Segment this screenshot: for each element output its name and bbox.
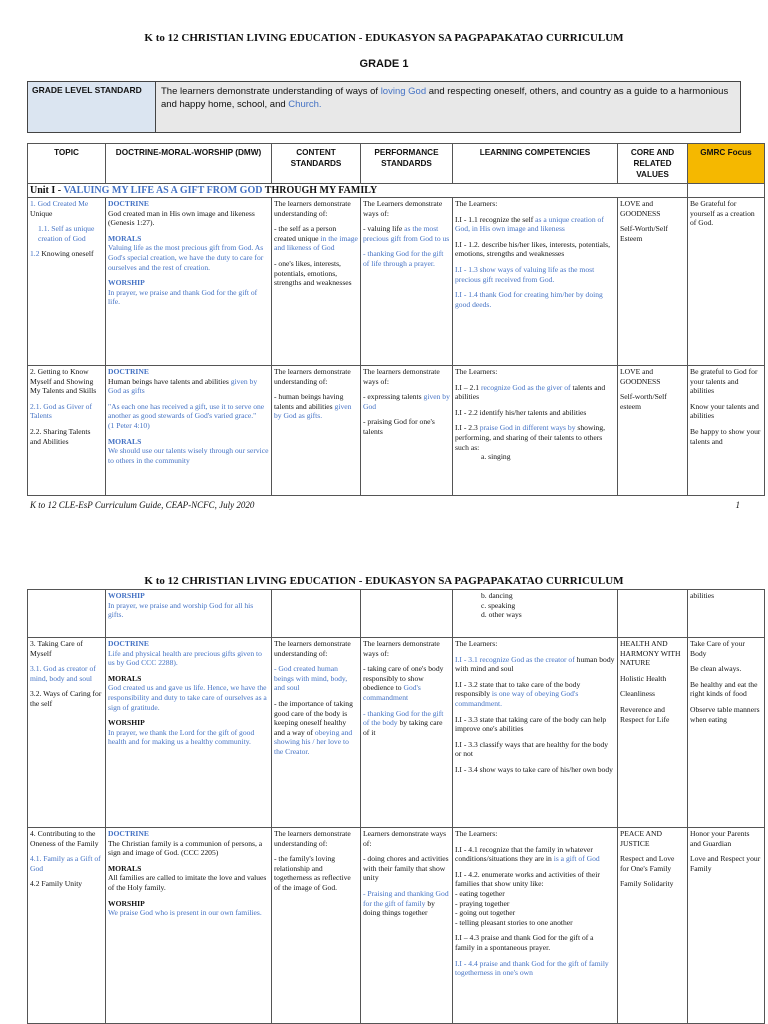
core-values-cell (618, 590, 688, 638)
curriculum-table-page2 (27, 589, 765, 1024)
page-number: 1 (735, 500, 740, 510)
dmw-cell: WORSHIP In prayer, we praise and worship God for all his gifts. (106, 590, 272, 638)
learning-competencies-cell: b. dancing c. speaking d. other ways (453, 590, 618, 638)
dmw-cell: DOCTRINE Life and physical health are precious gifts given to us by God CCC 2288). MORALS God created us and gave us life. Hence, we have the responsibility and duty to take care of ourselves as a sign of gratitude. WORSHIP In prayer, we thank the Lord for the gift of good health and for making us a healthy community. (106, 638, 272, 828)
header-gmrc-focus: GMRC Focus (688, 144, 765, 184)
document-title: K to 12 CHRISTIAN LIVING EDUCATION - EDUKASYON SA PAGPAPAKATAO CURRICULUM (144, 32, 624, 44)
gmrc-focus-cell: Honor your Parents and Guardian Love and Respect your Family (688, 828, 765, 1024)
table-row (28, 590, 765, 638)
table-row (28, 366, 765, 496)
topic-cell: 4. Contributing to the Oneness of the Family 4.1. Family as a Gift of God 4.2 Family Unity (28, 828, 106, 1024)
performance-standards-cell: Learners demonstrate ways of: - doing chores and activities with their family that show unity - Praising and thanking God for the gift of family by doing things together (361, 828, 453, 1024)
core-values-cell: LOVE and GOODNESS Self-worth/Self esteem (618, 366, 688, 496)
content-standards-cell: The learners demonstrate understanding of: - the family's loving relationship and togetherness as reflective of the image of God. (272, 828, 361, 1024)
grade-level-standard-box (27, 81, 741, 133)
learning-competencies-cell: The Learners: I.I - 3.1 recognize God as the creator of human body with mind and soul I.I - 3.2 state that to take care of the body responsibly is one way of obeying God's commandment. I.I - 3.3 state that taking care of the body can help improve one's abilities I.I - 3.3 classify ways that are healthy for the body or not I.I - 3.4 show ways to take care of his/her own body (453, 638, 618, 828)
curriculum-table-page1 (27, 143, 765, 496)
header-dmw: DOCTRINE-MORAL-WORSHIP (DMW) (106, 144, 272, 184)
core-values-cell: HEALTH AND HARMONY WITH NATURE Holistic Health Cleanliness Reverence and Respect for Life (618, 638, 688, 828)
content-standards-cell: The learners demonstrate understanding of: - human beings having talents and abilities given by God as gifts. (272, 366, 361, 496)
footer-source: K to 12 CLE-EsP Curriculum Guide, CEAP-NCFC, July 2020 (30, 500, 255, 510)
grade-level-standard-text: The learners demonstrate understanding of ways of loving God and respecting oneself, others, and country as a guide to a harmonious and happy home, school, and Church. (156, 82, 740, 132)
gmrc-focus-cell: Be grateful to God for your talents and abilities Know your talents and abilities Be happy to show your talents and (688, 366, 765, 496)
topic-cell (28, 590, 106, 638)
header-learning-competencies: LEARNING COMPETENCIES (453, 144, 618, 184)
unit-row (28, 184, 765, 198)
content-standards-cell (272, 590, 361, 638)
content-standards-cell: The learners demonstrate understanding of: - the self as a person created unique in the image and likeness of God - one's likes, interests, potentials, emotions, strengths and weaknesses (272, 198, 361, 366)
topic-cell: 2. Getting to Know Myself and Showing My Talents and Skills 2.1. God as Giver of Talents 2.2. Sharing Talents and Abilities (28, 366, 106, 496)
page-footer (30, 500, 740, 510)
core-values-cell: LOVE and GOODNESS Self-Worth/Self Esteem (618, 198, 688, 366)
dmw-cell: DOCTRINE Human beings have talents and abilities given by God as gifts "As each one has received a gift, use it to serve one another as good stewards of God's varied grace." (1 Peter 4:10) MORALS We should use our talents wisely through our service to others in the community (106, 366, 272, 496)
unit-title: Unit I - VALUING MY LIFE AS A GIFT FROM GOD THROUGH MY FAMILY (28, 184, 688, 198)
topic-cell: 3. Taking Care of Myself 3.1. God as creator of mind, body and soul 3.2. Ways of Caring for the self (28, 638, 106, 828)
core-values-cell: PEACE AND JUSTICE Respect and Love for One's Family Family Solidarity (618, 828, 688, 1024)
grade-heading: GRADE 1 (359, 58, 409, 70)
header-content-standards: CONTENT STANDARDS (272, 144, 361, 184)
learning-competencies-cell: The Learners: I.I – 2.1 recognize God as the giver of talents and abilities I.I - 2.2 identify his/her talents and abilities I.I - 2.3 praise God in different ways by showing, performing, and sharing of their talents to others such as: a. singing (453, 366, 618, 496)
performance-standards-cell: The learners demonstrate ways of: - expressing talents given by God - praising God for one's talents (361, 366, 453, 496)
performance-standards-cell (361, 590, 453, 638)
gmrc-focus-cell: Be Grateful for yourself as a creation of God. (688, 198, 765, 366)
table-row (28, 638, 765, 828)
performance-standards-cell: The learners demonstrate ways of: - taking care of one's body responsibly to show obedience to God's commandment - thanking God for the gift of the body by taking care of it (361, 638, 453, 828)
unit-gmrc-cell (688, 184, 765, 198)
header-performance-standards: PERFORMANCE STANDARDS (361, 144, 453, 184)
header-row (28, 144, 765, 184)
dmw-cell: DOCTRINE God created man in His own image and likeness (Genesis 1:27). MORALS Valuing life as the most precious gift from God. As God's special creation, we have the duty to care for ourselves and the rest of creation. WORSHIP In prayer, we praise and thank God for the gift of life. (106, 198, 272, 366)
gmrc-focus-cell: Take Care of your Body Be clean always. Be healthy and eat the right kinds of food Observe table manners when eating (688, 638, 765, 828)
document-title-page2: K to 12 CHRISTIAN LIVING EDUCATION - EDUKASYON SA PAGPAPAKATAO CURRICULUM (144, 575, 624, 587)
grade-level-standard-label: GRADE LEVEL STANDARD (28, 82, 156, 132)
performance-standards-cell: The Learners demonstrate ways of: - valuing life as the most precious gift from God to us - thanking God for the gift of life through a prayer. (361, 198, 453, 366)
header-topic: TOPIC (28, 144, 106, 184)
learning-competencies-cell: The Learners: I.I - 1.1 recognize the self as a unique creation of God, in His own image and likeness I.I - 1.2. describe his/her likes, interests, potentials, emotions, strengths and weaknesses I.I - 1.3 show ways of valuing life as the most precious gift received from God. I.I - 1.4 thank God for creating him/her by doing good deeds. (453, 198, 618, 366)
header-core-values: CORE AND RELATED VALUES (618, 144, 688, 184)
table-row (28, 198, 765, 366)
content-standards-cell: The learners demonstrate understanding of: - God created human beings with mind, body, and soul - the importance of taking good care of the body is keeping oneself healthy and a way of obeying and showing his / her love to the Creator. (272, 638, 361, 828)
topic-cell: 1. God Created Me Unique 1.1. Self as unique creation of God 1.2 Knowing oneself (28, 198, 106, 366)
table-row (28, 828, 765, 1024)
learning-competencies-cell: The Learners: I.I - 4.1 recognize that the family in whatever conditions/situations they are in is a gift of God I.I - 4.2. enumerate works and activities of their families that show unity like: - eating together - praying together - going out together - telling pleasant stories to one another I.I – 4.3 praise and thank God for the gift of a family in a spontaneous prayer. I.I - 4.4 praise and thank God for the gift of family togetherness in one's own (453, 828, 618, 1024)
dmw-cell: DOCTRINE The Christian family is a communion of persons, a sign and image of God. (CCC 2205) MORALS All families are called to imitate the love and values of the Holy family. WORSHIP We praise God who is present in our own families. (106, 828, 272, 1024)
gmrc-focus-cell: abilities (688, 590, 765, 638)
